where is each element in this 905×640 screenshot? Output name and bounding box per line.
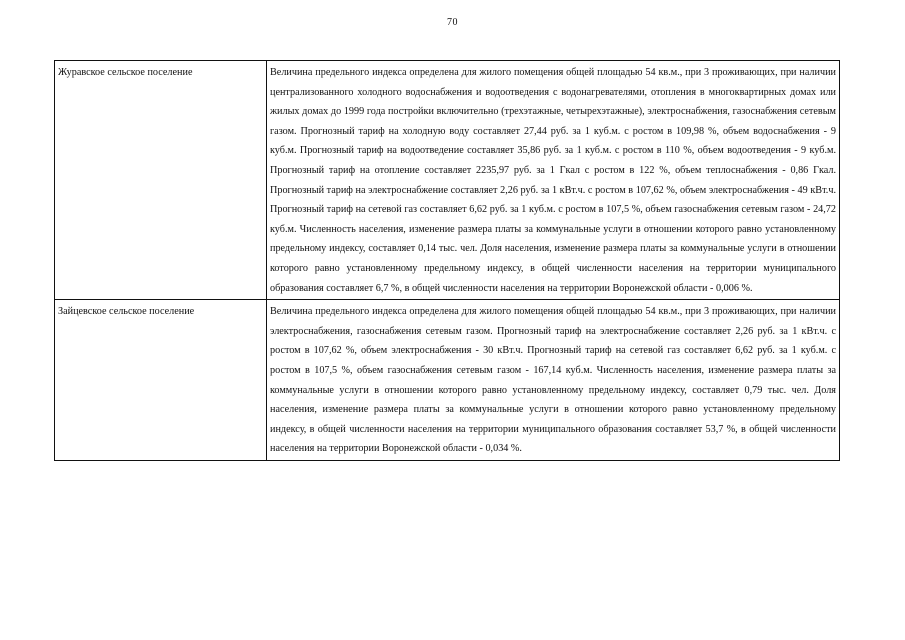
table-row <box>55 300 840 461</box>
settlement-name-cell: Журавское сельское поселение <box>55 61 267 300</box>
page-number: 70 <box>447 17 458 28</box>
settlement-name-cell: Зайцевское сельское поселение <box>55 300 267 461</box>
settlement-description-cell: Величина предельного индекса определена для жилого помещения общей площадью 54 кв.м., при 3 проживающих, при наличии централизованного холодного водоснабжения и водоотведения с водонагревателями, отопления в многоквартирных домах или жилых домах до 1999 года постройки включительно (трехэтажные, четырехэтажные), электроснабжения, газоснабжения сетевым газом. Прогнозный тариф на холодную воду составляет 27,44 руб. за 1 куб.м. с ростом в 109,98 %, объем водоснабжения - 9 куб.м. Прогнозный тариф на водоотведение составляет 35,86 руб. за 1 куб.м. с ростом в 110 %, объем водоотведения - 9 куб.м. Прогнозный тариф на отопление составляет 2235,97 руб. за 1 Гкал с ростом в 122 %, объем теплоснабжения - 0,86 Гкал. Прогнозный тариф на электроснабжение составляет 2,26 руб. за 1 кВт.ч. с ростом в 107,62 %, объем электроснабжения - 49 кВт.ч. Прогнозный тариф на сетевой газ составляет 6,62 руб. за 1 куб.м. с ростом в 107,5 %, объем газоснабжения сетевым газом - 24,72 куб.м. Численность населения, изменение размера платы за коммунальные услуги в отношении которого равно установленному предельному индексу, составляет 0,14 тыс. чел. Доля населения, изменение размера платы за коммунальные услуги в отношении которого равно установленному предельному индексу, в общей численности населения на территории муниципального образования составляет 6,7 %, в общей численности населения на территории Воронежской области - 0,006 %. <box>267 61 840 300</box>
table-row <box>55 61 840 300</box>
settlement-description-cell: Величина предельного индекса определена для жилого помещения общей площадью 54 кв.м., при 3 проживающих, при наличии электроснабжения, газоснабжения сетевым газом. Прогнозный тариф на электроснабжение составляет 2,26 руб. за 1 кВт.ч. с ростом в 107,62 %, объем электроснабжения - 30 кВт.ч. Прогнозный тариф на сетевой газ составляет 6,62 руб. за 1 куб.м. с ростом в 107,5 %, объем газоснабжения сетевым газом - 167,14 куб.м. Численность населения, изменение размера платы за коммунальные услуги в отношении которого равно установленному предельному индексу, составляет 0,79 тыс. чел. Доля населения, изменение размера платы за коммунальные услуги в отношении которого равно установленному предельному индексу, в общей численности населения на территории муниципального образования составляет 53,7 %, в общей численности населения на территории Воронежской области - 0,034 %. <box>267 300 840 461</box>
settlement-tariff-table <box>54 60 840 461</box>
